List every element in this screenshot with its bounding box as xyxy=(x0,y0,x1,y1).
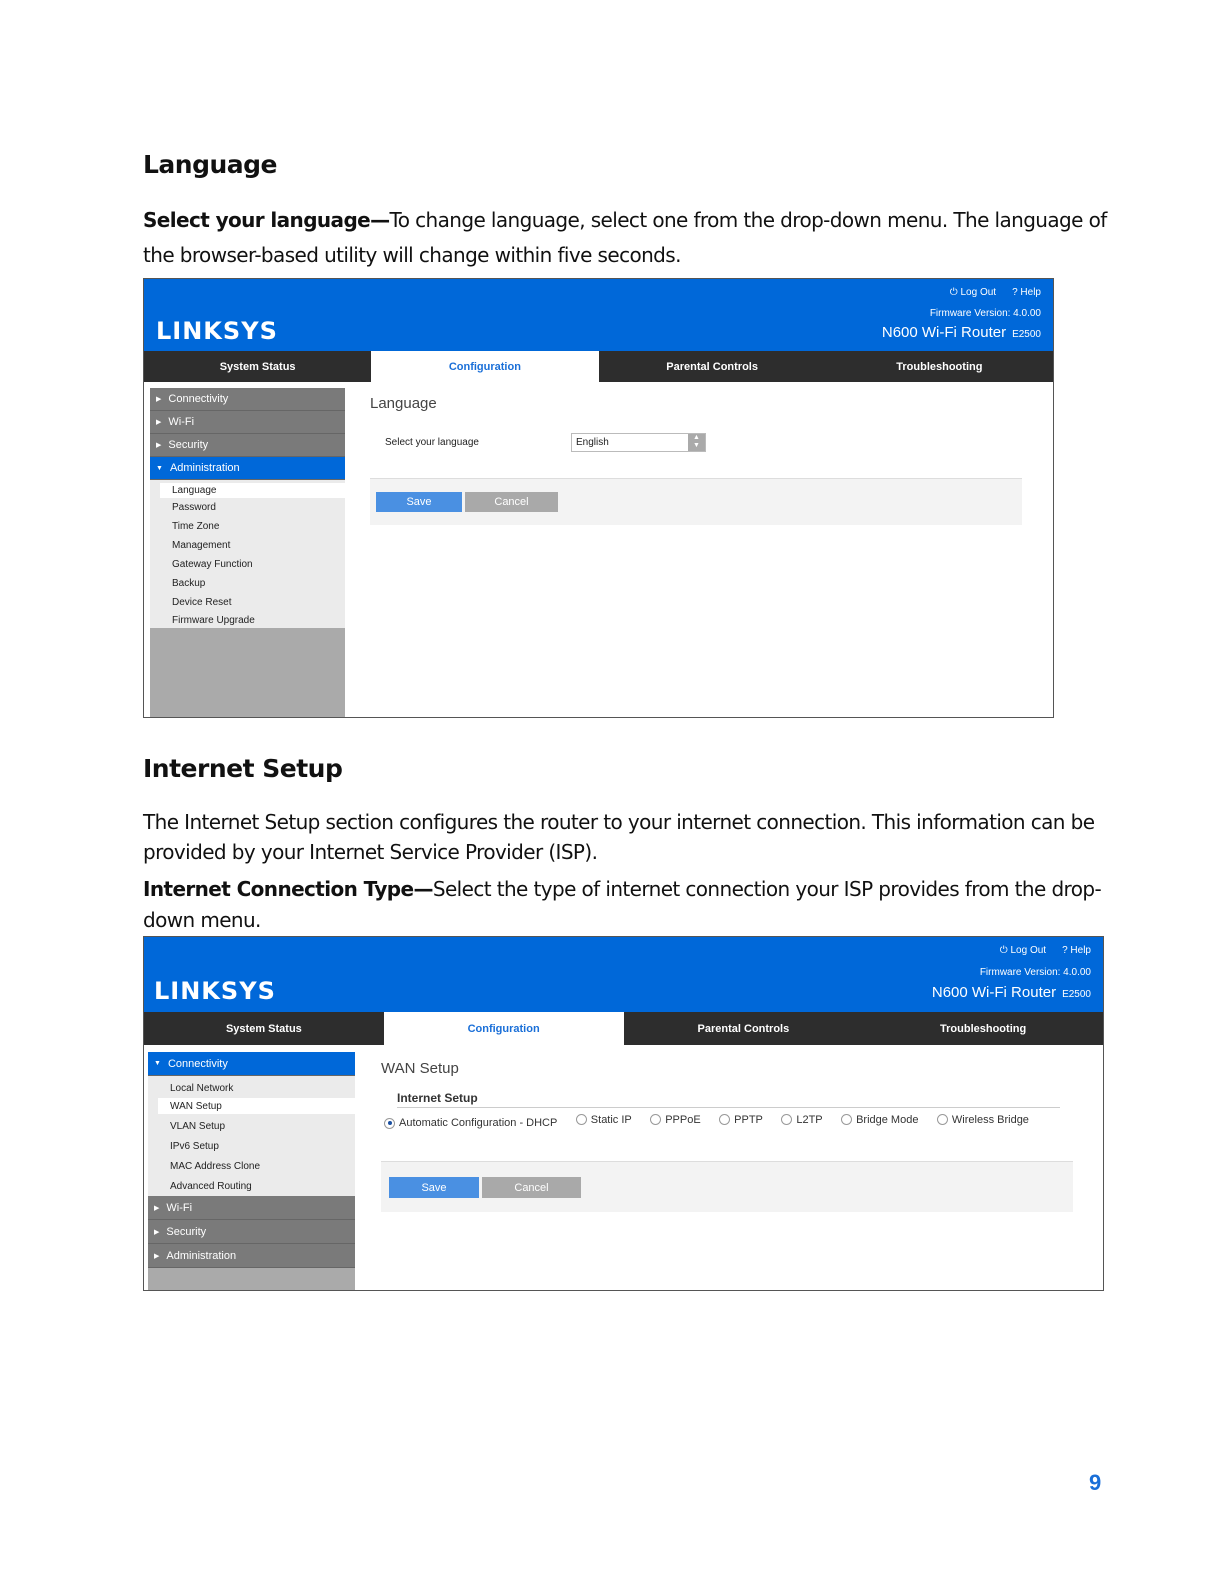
section-heading-language: Language xyxy=(143,150,278,179)
tab-configuration[interactable]: Configuration xyxy=(384,1012,624,1045)
sidebar-item-security[interactable]: ▶ Security xyxy=(148,1220,355,1244)
sidebar-sub-firmware-upgrade[interactable]: Firmware Upgrade xyxy=(172,615,255,626)
linksys-logo: LINKSYS xyxy=(154,977,276,1005)
model-name: N600 Wi-Fi Router E2500 xyxy=(881,324,1041,341)
page-number: 9 xyxy=(1089,1470,1102,1495)
model-name: N600 Wi-Fi Router E2500 xyxy=(931,984,1091,1001)
sidebar-sub-mac-address-clone[interactable]: MAC Address Clone xyxy=(170,1160,261,1172)
select-arrows-icon: ▲ ▼ xyxy=(688,434,705,451)
sidebar-item-connectivity[interactable]: ▼ Connectivity xyxy=(148,1052,355,1076)
radio-pppoe[interactable]: PPPoE xyxy=(650,1114,700,1126)
caret-right-icon: ▶ xyxy=(156,396,162,403)
language-select[interactable]: English ▲ ▼ xyxy=(571,433,706,452)
lead-text: Select the type of internet connection your ISP provides from the drop-down menu. xyxy=(143,877,1102,932)
language-label: Select your language xyxy=(385,437,479,448)
firmware-version: Firmware Version: 4.0.00 xyxy=(979,967,1091,978)
tab-configuration[interactable]: Configuration xyxy=(371,351,598,382)
router-header xyxy=(144,937,1103,1012)
caret-right-icon: ▶ xyxy=(154,1204,160,1212)
sidebar-sub-language[interactable]: Language xyxy=(160,483,345,498)
connection-type-paragraph xyxy=(143,874,1103,936)
radio-pptp[interactable]: PPTP xyxy=(719,1114,763,1126)
firmware-version: Firmware Version: 4.0.00 xyxy=(929,308,1041,319)
content-title: Language xyxy=(370,395,437,412)
sidebar-sub-password[interactable]: Password xyxy=(172,502,216,513)
radio-bridge-mode[interactable]: Bridge Mode xyxy=(841,1114,918,1126)
sidebar-item-administration[interactable]: ▶ Administration xyxy=(148,1244,355,1268)
tab-parental-controls[interactable]: Parental Controls xyxy=(666,360,758,373)
content-title: WAN Setup xyxy=(381,1060,459,1077)
main-tabs xyxy=(144,351,1053,382)
lead-bold: Select your language— xyxy=(143,208,390,232)
caret-right-icon: ▶ xyxy=(154,1252,160,1260)
radio-dhcp[interactable]: Automatic Configuration - DHCP xyxy=(384,1117,557,1129)
linksys-logo: LINKSYS xyxy=(156,317,278,345)
sidebar-item-wifi[interactable]: ▶ Wi-Fi xyxy=(148,1196,355,1220)
tab-troubleshooting[interactable]: Troubleshooting xyxy=(896,360,983,373)
sidebar-item-administration[interactable]: ▼ Administration xyxy=(150,457,345,480)
tab-troubleshooting[interactable]: Troubleshooting xyxy=(940,1022,1027,1035)
sidebar-sub-advanced-routing[interactable]: Advanced Routing xyxy=(170,1180,252,1192)
caret-down-icon: ▼ xyxy=(156,464,163,472)
save-button[interactable]: Save xyxy=(376,492,462,512)
save-button[interactable]: Save xyxy=(389,1177,479,1198)
cancel-button[interactable]: Cancel xyxy=(482,1177,581,1198)
help-link[interactable]: ? Help xyxy=(1062,945,1091,956)
caret-right-icon: ▶ xyxy=(154,1228,160,1236)
sidebar xyxy=(150,388,345,718)
sidebar-sub-vlan-setup[interactable]: VLAN Setup xyxy=(170,1120,226,1132)
radio-l2tp[interactable]: L2TP xyxy=(781,1114,822,1126)
router-screenshot-language xyxy=(143,278,1054,718)
sidebar-item-wifi[interactable]: ▶ Wi-Fi xyxy=(150,411,345,434)
internet-setup-subtitle: Internet Setup xyxy=(397,1091,1060,1108)
sidebar-sub-device-reset[interactable]: Device Reset xyxy=(172,597,232,608)
tab-system-status[interactable]: System Status xyxy=(219,360,296,373)
connection-type-radios xyxy=(384,1112,1043,1130)
sidebar-sub-gateway-function[interactable]: Gateway Function xyxy=(172,559,253,570)
radio-static-ip[interactable]: Static IP xyxy=(576,1114,632,1126)
language-paragraph xyxy=(143,203,1113,273)
section-heading-internet-setup: Internet Setup xyxy=(143,754,343,783)
sidebar xyxy=(148,1052,355,1291)
lead-text: To change language, select one from the drop-down menu. The language of the browser-based utility will change within five seconds. xyxy=(143,208,1107,267)
radio-wireless-bridge[interactable]: Wireless Bridge xyxy=(937,1114,1029,1126)
internet-setup-paragraph: The Internet Setup section configures the router to your internet connection. This information can be provided by your Internet Service Provider (ISP). xyxy=(143,810,1095,864)
sidebar-sub-backup[interactable]: Backup xyxy=(172,578,206,589)
cancel-button[interactable]: Cancel xyxy=(465,492,558,512)
logout-link[interactable]: ⏻ Log Out xyxy=(949,287,997,298)
sidebar-item-connectivity[interactable]: ▶ Connectivity xyxy=(150,388,345,411)
caret-right-icon: ▶ xyxy=(156,442,162,449)
button-bar xyxy=(381,1161,1073,1212)
sidebar-sub-time-zone[interactable]: Time Zone xyxy=(172,521,220,532)
button-bar xyxy=(370,478,1022,525)
logout-link[interactable]: ⏻ Log Out xyxy=(999,945,1047,956)
router-screenshot-wan xyxy=(143,936,1104,1291)
tab-parental-controls[interactable]: Parental Controls xyxy=(697,1022,790,1035)
main-tabs xyxy=(144,1012,1103,1045)
sidebar-item-security[interactable]: ▶ Security xyxy=(150,434,345,457)
caret-right-icon: ▶ xyxy=(156,419,162,426)
caret-down-icon: ▼ xyxy=(154,1060,161,1067)
lead-bold: Internet Connection Type— xyxy=(143,877,433,901)
tab-system-status[interactable]: System Status xyxy=(225,1022,302,1035)
sidebar-sub-management[interactable]: Management xyxy=(172,540,231,551)
sidebar-sub-local-network[interactable]: Local Network xyxy=(170,1082,234,1094)
router-header xyxy=(144,279,1053,351)
sidebar-sub-ipv6-setup[interactable]: IPv6 Setup xyxy=(170,1140,219,1152)
help-link[interactable]: ? Help xyxy=(1012,287,1041,298)
sidebar-sub-wan-setup[interactable]: WAN Setup xyxy=(158,1098,355,1114)
